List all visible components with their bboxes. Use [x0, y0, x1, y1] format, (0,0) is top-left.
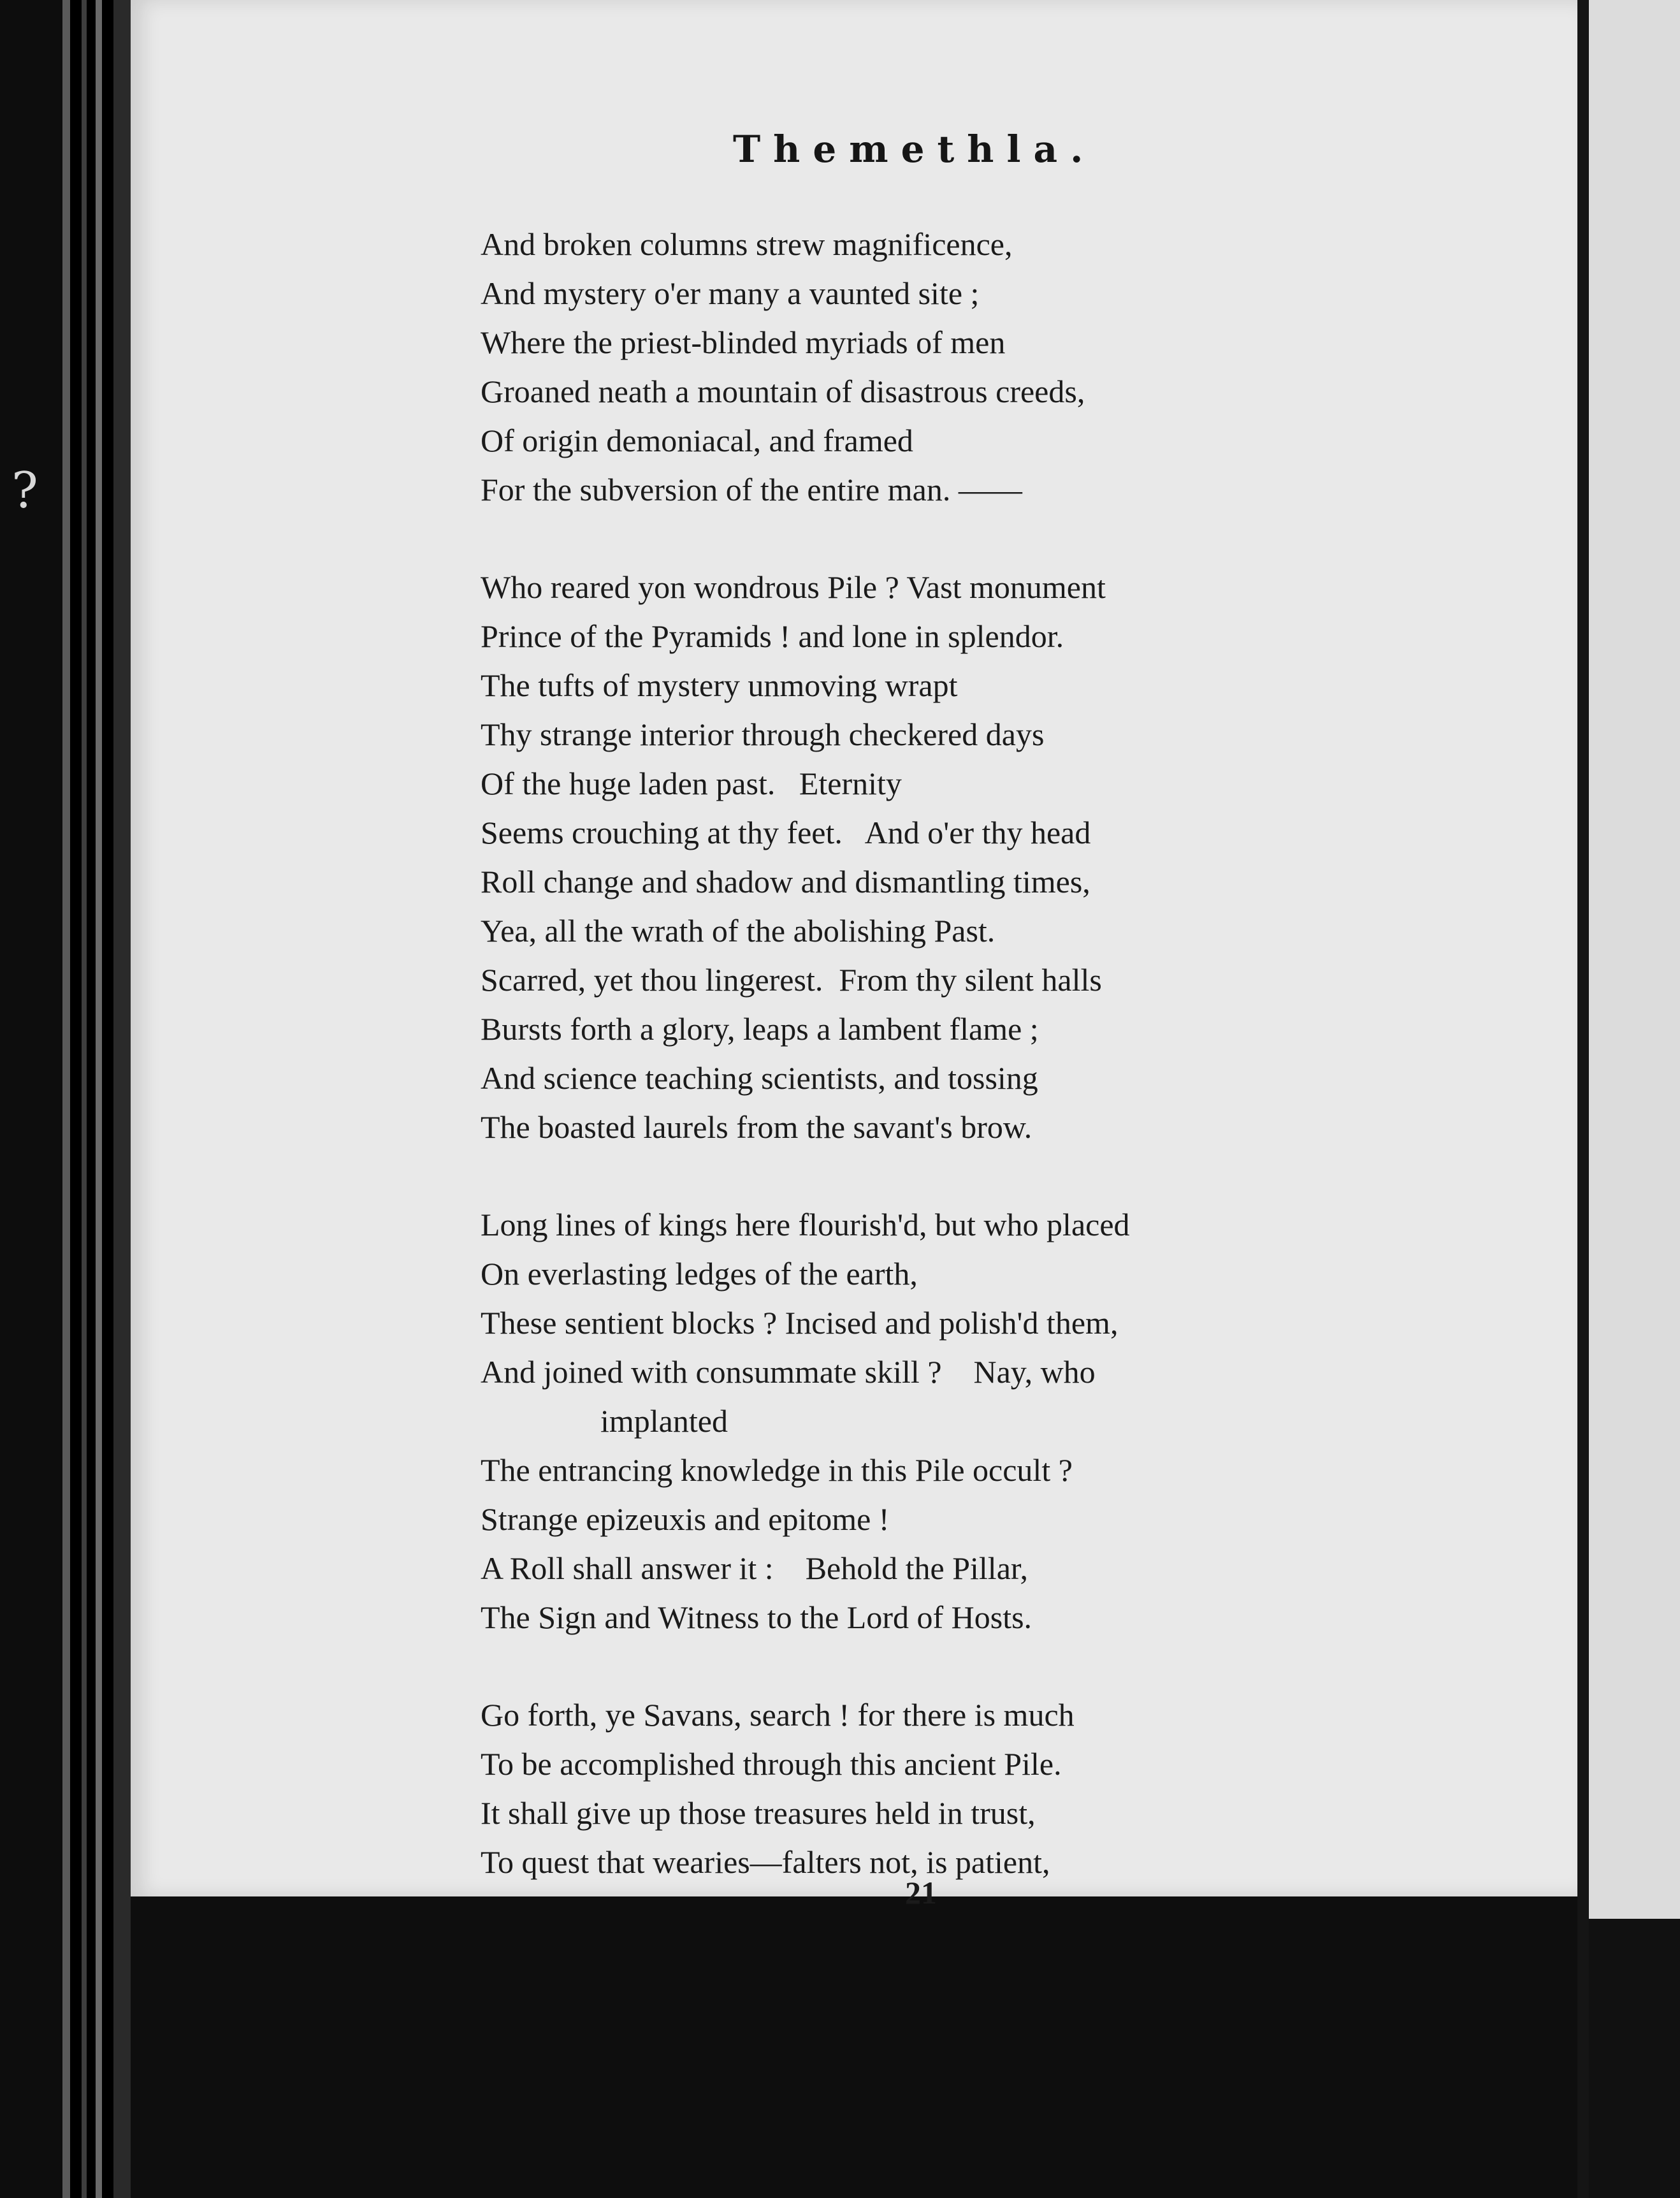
poem-line: And mystery o'er many a vaunted site ; [481, 275, 980, 311]
stanza [481, 1200, 1513, 1642]
poem-line: The entrancing knowledge in this Pile occult ? [481, 1452, 1073, 1488]
poem-line: On everlasting ledges of the earth, [481, 1256, 918, 1292]
stanza [481, 220, 1513, 514]
poem-line: To quest that wearies—falters not, is patient, [481, 1844, 1050, 1880]
stanza [481, 563, 1513, 1152]
poem-line: The boasted laurels from the savant's brow. [481, 1109, 1032, 1145]
book-binding [0, 0, 62, 2198]
poem-line: These sentient blocks ? Incised and polish'd them, [481, 1305, 1119, 1341]
page-gutter [1577, 0, 1589, 2198]
running-header: Themethla. [733, 127, 1096, 171]
page-number: 21 [905, 1875, 937, 1911]
poem-line: And joined with consummate skill ? Nay, who [481, 1354, 1096, 1390]
poem-line: It shall give up those treasures held in trust, [481, 1795, 1036, 1831]
poem-line: The tufts of mystery unmoving wrapt [481, 667, 958, 703]
poem-line: Thy strange interior through checkered days [481, 717, 1045, 752]
poem-line: And science teaching scientists, and tossing [481, 1060, 1038, 1096]
poem-line: A Roll shall answer it : Behold the Pillar, [481, 1550, 1029, 1586]
poem-line: For the subversion of the entire man. —— [481, 472, 1022, 507]
poem-line: Who reared yon wondrous Pile ? Vast monument [481, 569, 1106, 605]
poem-line: Of origin demoniacal, and framed [481, 423, 913, 458]
stanza [481, 1691, 1513, 1887]
page-bottom-shadow [131, 1896, 1577, 2198]
poem-line: And broken columns strew magnificence, [481, 226, 1013, 262]
poem-line: Of the huge laden past. Eternity [481, 766, 902, 801]
facing-page-edge [1589, 0, 1680, 1919]
poem-line: implanted [600, 1403, 728, 1439]
poem-line: Yea, all the wrath of the abolishing Past. [481, 913, 996, 949]
poem-line: Strange epizeuxis and epitome ! [481, 1501, 890, 1537]
facing-page-shadow [1589, 1919, 1680, 2198]
margin-annotation: ? [11, 462, 38, 520]
poem-line: The Sign and Witness to the Lord of Hosts. [481, 1599, 1032, 1635]
binding-edge [96, 0, 102, 2198]
binding-edge [62, 0, 70, 2198]
binding-edge [113, 0, 131, 2198]
poem-line: Groaned neath a mountain of disastrous creeds, [481, 374, 1085, 409]
poem-line: Roll change and shadow and dismantling times, [481, 864, 1090, 899]
poem-line: Scarred, yet thou lingerest. From thy silent halls [481, 962, 1102, 998]
poem-line: Prince of the Pyramids ! and lone in splendor. [481, 618, 1064, 654]
poem-line: To be accomplished through this ancient Pile. [481, 1746, 1062, 1782]
poem-line: Long lines of kings here flourish'd, but who placed [481, 1207, 1130, 1242]
poem-line: Bursts forth a glory, leaps a lambent flame ; [481, 1011, 1039, 1047]
binding-edge [82, 0, 87, 2198]
poem-line: Where the priest-blinded myriads of men [481, 324, 1006, 360]
poem-body [481, 220, 1513, 1935]
poem-line: Go forth, ye Savans, search ! for there is much [481, 1697, 1075, 1733]
poem-line: Seems crouching at thy feet. And o'er thy head [481, 815, 1091, 850]
